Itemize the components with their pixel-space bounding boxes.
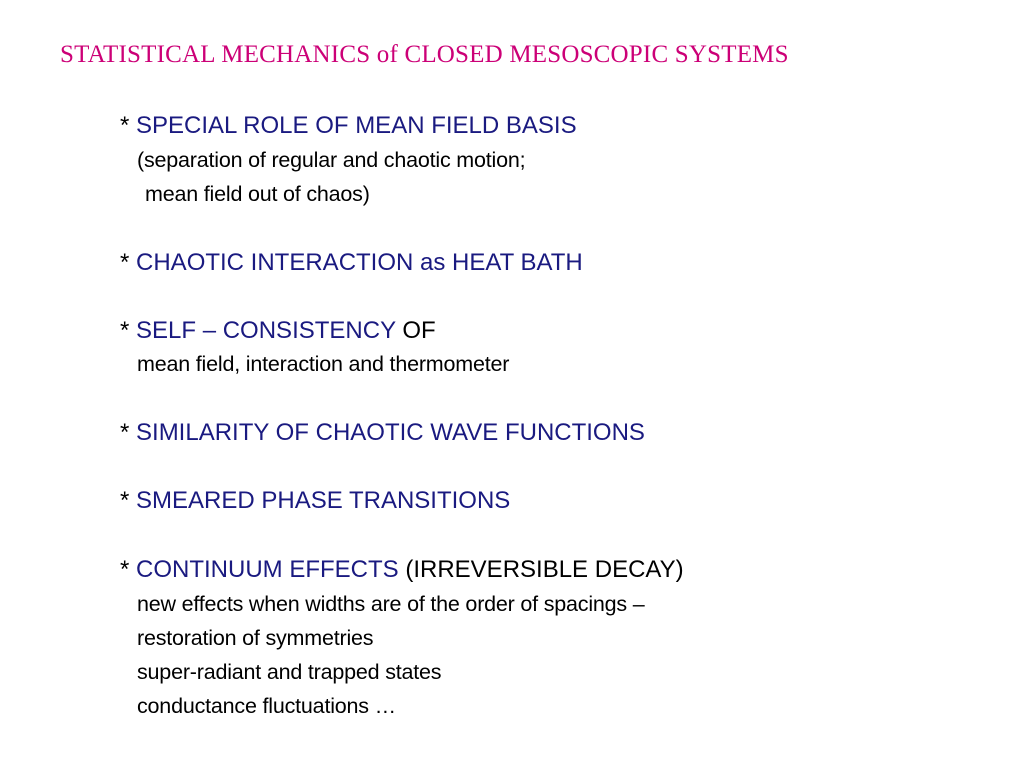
item-heading: SPECIAL ROLE OF MEAN FIELD BASIS [136, 112, 577, 139]
item-heading: CHAOTIC INTERACTION as HEAT BATH [136, 249, 583, 276]
bullet-item-mean-field-basis [120, 112, 577, 140]
item-detail: restoration of symmetries [137, 626, 374, 650]
bullet-marker: * [120, 249, 130, 276]
bullet-item-continuum-effects [120, 556, 684, 584]
item-heading: SMEARED PHASE TRANSITIONS [136, 487, 511, 514]
bullet-item-phase-transitions [120, 487, 510, 515]
bullet-item-wave-functions [120, 419, 645, 447]
bullet-item-self-consistency [120, 317, 436, 345]
bullet-marker: * [120, 487, 130, 514]
item-detail: mean field, interaction and thermometer [137, 352, 510, 376]
bullet-item-heat-bath [120, 249, 583, 277]
item-detail: new effects when widths are of the order of spacings – [137, 592, 645, 616]
item-heading: SIMILARITY OF CHAOTIC WAVE FUNCTIONS [136, 419, 645, 446]
bullet-marker: * [120, 317, 130, 344]
item-detail: conductance fluctuations … [137, 694, 396, 718]
item-heading: CONTINUUM EFFECTS [136, 556, 399, 583]
slide-title: STATISTICAL MECHANICS of CLOSED MESOSCOPIC SYSTEMS [60, 41, 789, 68]
bullet-marker: * [120, 112, 130, 139]
item-heading-suffix: OF [402, 317, 436, 344]
item-detail: mean field out of chaos) [145, 182, 370, 206]
item-heading-suffix: (IRREVERSIBLE DECAY) [405, 556, 684, 583]
bullet-marker: * [120, 556, 130, 583]
item-heading: SELF – CONSISTENCY [136, 317, 396, 344]
bullet-marker: * [120, 419, 130, 446]
item-detail: (separation of regular and chaotic motion; [137, 148, 526, 172]
item-detail: super-radiant and trapped states [137, 660, 442, 684]
